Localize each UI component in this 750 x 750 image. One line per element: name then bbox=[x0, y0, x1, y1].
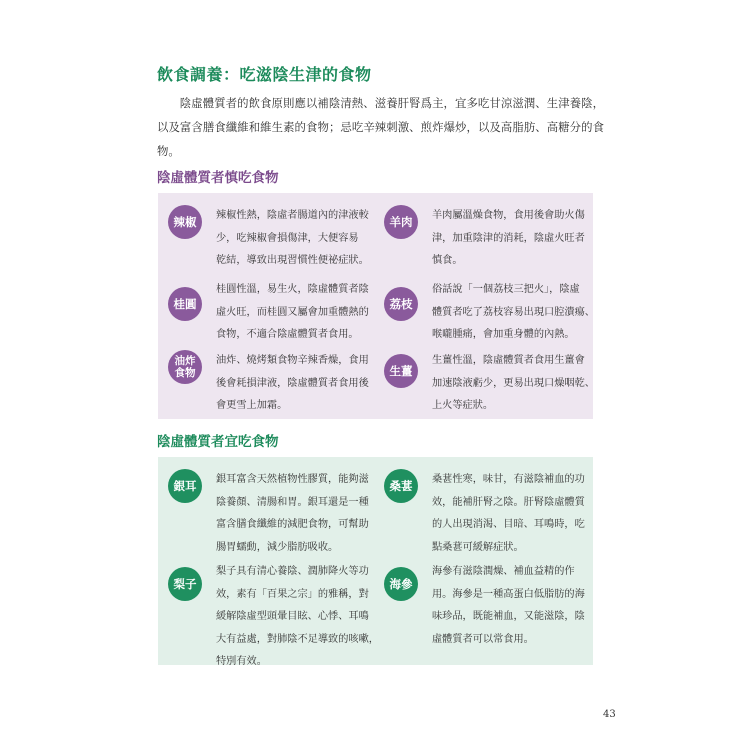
food-description: 油炸、燒烤類食物辛辣香燥，食用 後會耗損津液，陰虛體質者食用後 會更雪上加霜。 bbox=[216, 355, 369, 411]
food-badge: 桂圓 bbox=[168, 287, 202, 321]
food-description: 辣椒性熱，陰虛者腸道內的津液較 少，吃辣椒會損傷津，大便容易 乾結，導致出現習慣性便祕症狀。 bbox=[216, 210, 369, 266]
section-title-recommended: 陰虛體質者宜吃食物 bbox=[157, 434, 279, 450]
food-description: 生薑性溫，陰虛體質者食用生薑會 加速陰液虧少，更易出現口燥咽乾、 上火等症狀。 bbox=[432, 355, 595, 411]
food-badge: 梨子 bbox=[168, 567, 202, 601]
food-badge: 銀耳 bbox=[168, 469, 202, 503]
intro-paragraph: 陰虛體質者的飲食原則應以補陰清熱、滋養肝腎爲主，宜多吃甘涼滋潤、生津養陰，以及富含膳食纖維和維生素的食物；忌吃辛辣刺激、煎炸爆炒，以及高脂肪、高糖分的食物。 bbox=[157, 96, 604, 158]
page-title: 飲食調養：吃滋陰生津的食物 bbox=[157, 65, 372, 84]
food-badge: 辣椒 bbox=[168, 205, 202, 239]
food-description: 桂圓性溫，易生火，陰虛體質者陰 虛火旺，而桂圓又屬會加重體熱的 食物，不適合陰虛體質者食用。 bbox=[216, 284, 369, 340]
section-title-avoid: 陰虛體質者慎吃食物 bbox=[157, 170, 279, 186]
food-badge: 油炸 食物 bbox=[168, 350, 202, 384]
food-badge: 羊肉 bbox=[384, 205, 418, 239]
food-description: 桑葚性寒，味甘，有滋陰補血的功 效，能補肝腎之陰。肝腎陰虛體質 的人出現消渴、目暗、耳鳴時，吃 點桑葚可緩解症狀。 bbox=[432, 474, 585, 553]
food-description: 海參有滋陰潤燥、補血益精的作 用。海參是一種高蛋白低脂肪的海 味珍品，既能補血，又能滋陰，陰 虛體質者可以常食用。 bbox=[432, 566, 585, 645]
food-description: 銀耳富含天然植物性膠質，能夠滋 陰養顏、清腸和胃。銀耳還是一種 富含膳食纖維的減肥食物，可幫助 腸胃蠕動，減少脂肪吸收。 bbox=[216, 474, 369, 553]
recommended-foods-panel bbox=[158, 457, 593, 665]
food-badge: 桑葚 bbox=[384, 469, 418, 503]
food-description: 俗話說「一個荔枝三把火」，陰虛 體質者吃了荔枝容易出現口腔潰瘍、 喉嚨腫痛，會加重身體的內熱。 bbox=[432, 284, 595, 340]
food-description: 梨子具有清心養陰、潤肺降火等功 效，素有「百果之宗」的雅稱，對 緩解陰虛型頭暈目眩、心悸、耳鳴 大有益處，對肺陰不足導致的咳嗽， 特別有效。 bbox=[216, 566, 379, 667]
avoid-foods-panel bbox=[158, 193, 593, 419]
page-number: 43 bbox=[603, 709, 616, 720]
food-badge: 海參 bbox=[384, 567, 418, 601]
food-description: 羊肉屬溫燥食物，食用後會助火傷 津，加重陰津的消耗，陰虛火旺者 慎食。 bbox=[432, 210, 585, 266]
food-badge: 荔枝 bbox=[384, 287, 418, 321]
food-badge: 生薑 bbox=[384, 354, 418, 388]
